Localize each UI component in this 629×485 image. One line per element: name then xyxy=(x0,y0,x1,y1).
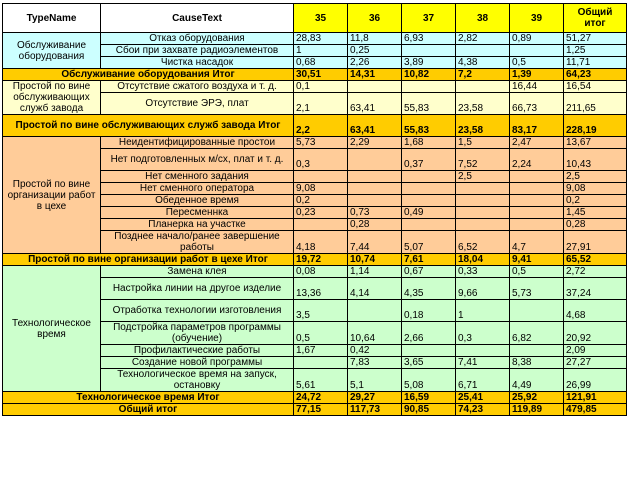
value-cell: 9,08 xyxy=(294,183,348,195)
value-cell xyxy=(402,345,456,357)
value-cell: 4,35 xyxy=(402,278,456,300)
column-header-35[interactable]: 35 xyxy=(294,4,348,33)
value-cell: 6,71 xyxy=(456,369,510,392)
value-cell: 0,3 xyxy=(294,149,348,171)
grand-total-value: 90,85 xyxy=(402,404,456,416)
value-cell: 4,18 xyxy=(294,231,348,254)
value-cell xyxy=(348,81,402,93)
row-total-cell: 37,24 xyxy=(564,278,627,300)
cause-cell: Нет сменного оператора xyxy=(101,183,294,195)
row-total-cell: 0,2 xyxy=(564,195,627,207)
value-cell: 6,82 xyxy=(510,322,564,345)
value-cell xyxy=(294,171,348,183)
row-total-cell: 13,67 xyxy=(564,137,627,149)
row-total-cell: 20,92 xyxy=(564,322,627,345)
value-cell xyxy=(510,207,564,219)
cause-cell: Создание новой программы xyxy=(101,357,294,369)
cause-cell: Обеденное время xyxy=(101,195,294,207)
value-cell xyxy=(456,183,510,195)
group-total-value: 55,83 xyxy=(402,115,456,137)
value-cell: 3,5 xyxy=(294,300,348,322)
value-cell: 3,65 xyxy=(402,357,456,369)
value-cell: 63,41 xyxy=(348,93,402,115)
value-cell xyxy=(348,149,402,171)
value-cell xyxy=(510,45,564,57)
value-cell: 55,83 xyxy=(402,93,456,115)
value-cell: 5,1 xyxy=(348,369,402,392)
group-total-value: 14,31 xyxy=(348,69,402,81)
value-cell: 7,52 xyxy=(456,149,510,171)
value-cell: 0,25 xyxy=(348,45,402,57)
value-cell xyxy=(510,171,564,183)
cause-cell: Отсутствие сжатого воздуха и т. д. xyxy=(101,81,294,93)
cause-cell: Неидентифицированные простои xyxy=(101,137,294,149)
group-total-value: 2,2 xyxy=(294,115,348,137)
group-total-value: 30,51 xyxy=(294,69,348,81)
value-cell: 6,93 xyxy=(402,33,456,45)
value-cell: 0,68 xyxy=(294,57,348,69)
value-cell: 9,66 xyxy=(456,278,510,300)
value-cell xyxy=(402,183,456,195)
group-name-cell: Простой по вине обслуживающих служб завода xyxy=(3,81,101,115)
value-cell: 0,28 xyxy=(348,219,402,231)
value-cell: 23,58 xyxy=(456,93,510,115)
value-cell xyxy=(402,45,456,57)
row-total-cell: 0,28 xyxy=(564,219,627,231)
row-total-cell: 2,72 xyxy=(564,266,627,278)
value-cell: 4,7 xyxy=(510,231,564,254)
value-cell: 5,61 xyxy=(294,369,348,392)
group-total-value: 23,58 xyxy=(456,115,510,137)
group-total-row xyxy=(3,115,627,137)
cause-cell: Профилактические работы xyxy=(101,345,294,357)
group-total-value: 7,61 xyxy=(402,254,456,266)
group-total-label: Простой по вине обслуживающих служб завода Итог xyxy=(3,115,294,137)
value-cell: 0,67 xyxy=(402,266,456,278)
value-cell xyxy=(456,195,510,207)
column-header-causetext[interactable]: CauseText xyxy=(101,4,294,33)
cause-cell: Настройка линии на другое изделие xyxy=(101,278,294,300)
value-cell: 13,36 xyxy=(294,278,348,300)
value-cell: 0,49 xyxy=(402,207,456,219)
row-total-cell: 2,09 xyxy=(564,345,627,357)
value-cell: 2,26 xyxy=(348,57,402,69)
value-cell: 0,5 xyxy=(510,57,564,69)
cause-cell: Технологическое время на запуск, остановку xyxy=(101,369,294,392)
group-total-value: 29,27 xyxy=(348,392,402,404)
row-total-cell: 1,25 xyxy=(564,45,627,57)
column-header-typename[interactable]: TypeName xyxy=(3,4,101,33)
value-cell xyxy=(510,195,564,207)
cause-cell: Сбои при захвате радиоэлементов xyxy=(101,45,294,57)
value-cell xyxy=(348,300,402,322)
value-cell: 0,73 xyxy=(348,207,402,219)
value-cell: 5,73 xyxy=(510,278,564,300)
value-cell: 4,14 xyxy=(348,278,402,300)
value-cell: 0,37 xyxy=(402,149,456,171)
value-cell xyxy=(456,219,510,231)
row-total-cell: 2,5 xyxy=(564,171,627,183)
value-cell: 3,89 xyxy=(402,57,456,69)
value-cell: 4,38 xyxy=(456,57,510,69)
cause-cell: Замена клея xyxy=(101,266,294,278)
value-cell xyxy=(402,81,456,93)
value-cell: 5,73 xyxy=(294,137,348,149)
value-cell: 2,24 xyxy=(510,149,564,171)
row-total-cell: 51,27 xyxy=(564,33,627,45)
value-cell: 11,8 xyxy=(348,33,402,45)
table-row xyxy=(3,137,627,149)
value-cell: 1,14 xyxy=(348,266,402,278)
value-cell xyxy=(456,81,510,93)
cause-cell: Пересменнка xyxy=(101,207,294,219)
group-total-value: 83,17 xyxy=(510,115,564,137)
value-cell: 1 xyxy=(456,300,510,322)
value-cell: 0,18 xyxy=(402,300,456,322)
row-total-cell: 10,43 xyxy=(564,149,627,171)
cause-cell: Планерка на участке xyxy=(101,219,294,231)
value-cell: 7,41 xyxy=(456,357,510,369)
row-total-cell: 16,54 xyxy=(564,81,627,93)
value-cell xyxy=(510,300,564,322)
cause-cell: Позднее начало/ранее завершение работы xyxy=(101,231,294,254)
cause-cell: Чистка насадок xyxy=(101,57,294,69)
group-total-row xyxy=(3,254,627,266)
row-total-cell: 211,65 xyxy=(564,93,627,115)
value-cell: 0,1 xyxy=(294,81,348,93)
value-cell: 0,23 xyxy=(294,207,348,219)
value-cell: 7,44 xyxy=(348,231,402,254)
table-row xyxy=(3,81,627,93)
cause-cell: Подстройка параметров программы (обучение) xyxy=(101,322,294,345)
column-header-total[interactable]: Общий итог xyxy=(564,4,627,33)
group-total-label: Обслуживание оборудования Итог xyxy=(3,69,294,81)
value-cell xyxy=(510,183,564,195)
value-cell: 10,64 xyxy=(348,322,402,345)
cause-cell: Отсутствие ЭРЭ, плат xyxy=(101,93,294,115)
value-cell xyxy=(402,195,456,207)
group-total-value: 25,41 xyxy=(456,392,510,404)
value-cell: 2,47 xyxy=(510,137,564,149)
value-cell: 28,83 xyxy=(294,33,348,45)
value-cell xyxy=(510,219,564,231)
value-cell xyxy=(456,207,510,219)
group-total-value: 25,92 xyxy=(510,392,564,404)
table-row xyxy=(3,266,627,278)
group-total-value: 1,39 xyxy=(510,69,564,81)
value-cell: 2,29 xyxy=(348,137,402,149)
column-header-36[interactable]: 36 xyxy=(348,4,402,33)
value-cell xyxy=(456,345,510,357)
group-total-value: 63,41 xyxy=(348,115,402,137)
group-total-value: 9,41 xyxy=(510,254,564,266)
cause-cell: Отработка технологии изготовления xyxy=(101,300,294,322)
value-cell: 0,08 xyxy=(294,266,348,278)
value-cell: 66,73 xyxy=(510,93,564,115)
value-cell xyxy=(294,357,348,369)
value-cell: 2,82 xyxy=(456,33,510,45)
value-cell: 0,2 xyxy=(294,195,348,207)
group-total-value: 10,82 xyxy=(402,69,456,81)
value-cell: 0,5 xyxy=(510,266,564,278)
grand-total-value: 74,23 xyxy=(456,404,510,416)
value-cell: 2,66 xyxy=(402,322,456,345)
pivot-table xyxy=(2,3,627,416)
group-total-label: Технологическое время Итог xyxy=(3,392,294,404)
value-cell: 0,3 xyxy=(456,322,510,345)
grand-total-label: Общий итог xyxy=(3,404,294,416)
group-name-cell: Простой по вине организации работ в цехе xyxy=(3,137,101,254)
column-header-38[interactable]: 38 xyxy=(456,4,510,33)
row-total-cell: 27,91 xyxy=(564,231,627,254)
value-cell: 16,44 xyxy=(510,81,564,93)
group-total-label: Простой по вине организации работ в цехе Итог xyxy=(3,254,294,266)
group-total-value: 7,2 xyxy=(456,69,510,81)
header-row xyxy=(3,4,627,33)
group-total-row xyxy=(3,69,627,81)
value-cell xyxy=(456,45,510,57)
grand-total-value: 77,15 xyxy=(294,404,348,416)
value-cell: 0,42 xyxy=(348,345,402,357)
value-cell: 8,38 xyxy=(510,357,564,369)
group-total-row xyxy=(3,392,627,404)
group-total-value: 16,59 xyxy=(402,392,456,404)
value-cell xyxy=(348,171,402,183)
grand-total-value: 117,73 xyxy=(348,404,402,416)
group-total-sum: 121,91 xyxy=(564,392,627,404)
value-cell: 5,07 xyxy=(402,231,456,254)
value-cell: 1 xyxy=(294,45,348,57)
value-cell: 4,49 xyxy=(510,369,564,392)
row-total-cell: 27,27 xyxy=(564,357,627,369)
value-cell: 1,67 xyxy=(294,345,348,357)
value-cell: 1,68 xyxy=(402,137,456,149)
group-name-cell: Технологическое время xyxy=(3,266,101,392)
column-header-39[interactable]: 39 xyxy=(510,4,564,33)
value-cell: 0,89 xyxy=(510,33,564,45)
column-header-37[interactable]: 37 xyxy=(402,4,456,33)
pivot-body xyxy=(3,33,627,416)
table-row xyxy=(3,33,627,45)
row-total-cell: 4,68 xyxy=(564,300,627,322)
value-cell xyxy=(294,219,348,231)
value-cell: 0,33 xyxy=(456,266,510,278)
row-total-cell: 11,71 xyxy=(564,57,627,69)
group-total-sum: 64,23 xyxy=(564,69,627,81)
cause-cell: Нет сменного задания xyxy=(101,171,294,183)
cause-cell: Нет подготовленных м/сх, плат и т. д. xyxy=(101,149,294,171)
value-cell xyxy=(348,183,402,195)
grand-total-row xyxy=(3,404,627,416)
group-total-value: 18,04 xyxy=(456,254,510,266)
value-cell xyxy=(510,345,564,357)
value-cell: 7,83 xyxy=(348,357,402,369)
value-cell: 5,08 xyxy=(402,369,456,392)
cause-cell: Отказ оборудования xyxy=(101,33,294,45)
grand-total-sum: 479,85 xyxy=(564,404,627,416)
value-cell: 2,5 xyxy=(456,171,510,183)
group-total-value: 19,72 xyxy=(294,254,348,266)
row-total-cell: 26,99 xyxy=(564,369,627,392)
row-total-cell: 1,45 xyxy=(564,207,627,219)
value-cell: 2,1 xyxy=(294,93,348,115)
group-name-cell: Обслуживание оборудования xyxy=(3,33,101,69)
value-cell: 0,5 xyxy=(294,322,348,345)
value-cell xyxy=(348,195,402,207)
value-cell: 1,5 xyxy=(456,137,510,149)
value-cell: 6,52 xyxy=(456,231,510,254)
group-total-sum: 228,19 xyxy=(564,115,627,137)
row-total-cell: 9,08 xyxy=(564,183,627,195)
grand-total-value: 119,89 xyxy=(510,404,564,416)
value-cell xyxy=(402,219,456,231)
value-cell xyxy=(402,171,456,183)
group-total-sum: 65,52 xyxy=(564,254,627,266)
group-total-value: 10,74 xyxy=(348,254,402,266)
group-total-value: 24,72 xyxy=(294,392,348,404)
